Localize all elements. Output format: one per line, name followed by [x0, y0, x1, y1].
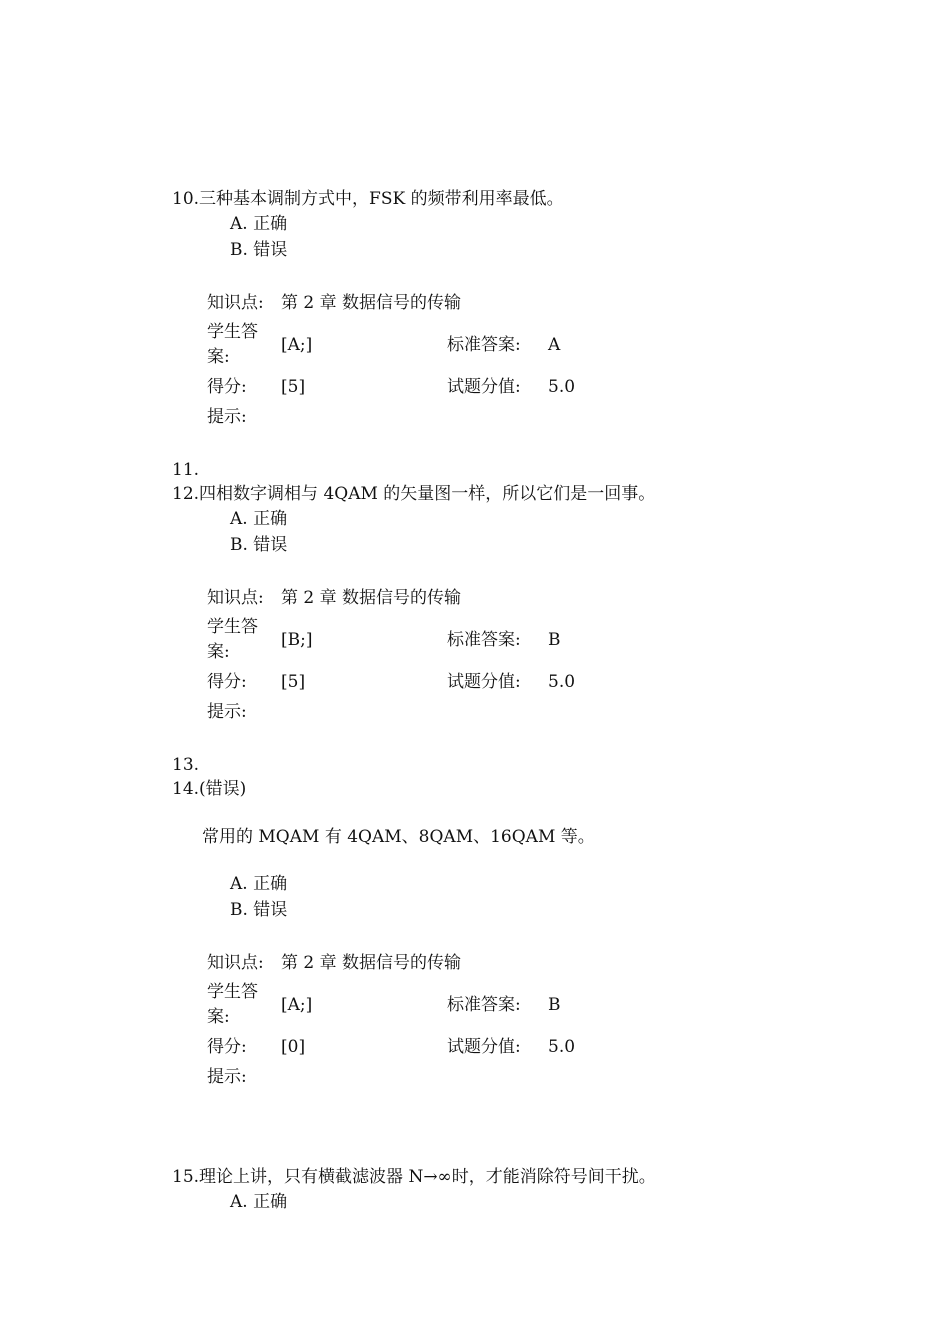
- hint-label: 提示:: [207, 1067, 247, 1087]
- knowledge-label: 知识点:: [207, 588, 264, 608]
- max-score-label: 试题分值:: [447, 377, 521, 397]
- standard-answer-label: 标准答案:: [447, 630, 521, 650]
- knowledge-value: 第 2 章 数据信号的传输: [281, 293, 462, 313]
- question-stem: 14.(错误): [172, 779, 247, 799]
- student-answer-label-line1: 学生答: [207, 617, 258, 637]
- option-b: B. 错误: [230, 535, 288, 555]
- score-label: 得分:: [207, 672, 247, 692]
- option-a: A. 正确: [230, 874, 288, 894]
- question-number: 11.: [172, 460, 200, 480]
- knowledge-label: 知识点:: [207, 953, 264, 973]
- hint-label: 提示:: [207, 407, 247, 427]
- knowledge-label: 知识点:: [207, 293, 264, 313]
- question-stem: 10.三种基本调制方式中，FSK 的频带利用率最低。: [172, 189, 564, 209]
- student-answer-label-line2: 案:: [207, 642, 230, 662]
- score-label: 得分:: [207, 1037, 247, 1057]
- student-answer: [A;]: [281, 995, 313, 1015]
- max-score: 5.0: [548, 1037, 576, 1057]
- question-body: 常用的 MQAM 有 4QAM、8QAM、16QAM 等。: [202, 827, 595, 847]
- standard-answer: B: [548, 995, 561, 1015]
- option-b: B. 错误: [230, 900, 288, 920]
- question-stem: 12.四相数字调相与 4QAM 的矢量图一样，所以它们是一回事。: [172, 484, 656, 504]
- score: [0]: [281, 1037, 306, 1057]
- standard-answer-label: 标准答案:: [447, 335, 521, 355]
- standard-answer: B: [548, 630, 561, 650]
- option-a: A. 正确: [230, 214, 288, 234]
- standard-answer: A: [548, 335, 561, 355]
- hint-label: 提示:: [207, 702, 247, 722]
- option-a: A. 正确: [230, 1192, 288, 1212]
- student-answer-label-line1: 学生答: [207, 322, 258, 342]
- question-number: 13.: [172, 755, 200, 775]
- question-stem: 15.理论上讲，只有横截滤波器 N→∞时，才能消除符号间干扰。: [172, 1167, 656, 1187]
- max-score: 5.0: [548, 672, 576, 692]
- option-a: A. 正确: [230, 509, 288, 529]
- student-answer: [B;]: [281, 630, 313, 650]
- score: [5]: [281, 377, 306, 397]
- knowledge-value: 第 2 章 数据信号的传输: [281, 953, 462, 973]
- student-answer-label-line1: 学生答: [207, 982, 258, 1002]
- max-score-label: 试题分值:: [447, 1037, 521, 1057]
- option-b: B. 错误: [230, 240, 288, 260]
- student-answer-label-line2: 案:: [207, 347, 230, 367]
- student-answer-label-line2: 案:: [207, 1007, 230, 1027]
- standard-answer-label: 标准答案:: [447, 995, 521, 1015]
- max-score: 5.0: [548, 377, 576, 397]
- score: [5]: [281, 672, 306, 692]
- max-score-label: 试题分值:: [447, 672, 521, 692]
- score-label: 得分:: [207, 377, 247, 397]
- knowledge-value: 第 2 章 数据信号的传输: [281, 588, 462, 608]
- student-answer: [A;]: [281, 335, 313, 355]
